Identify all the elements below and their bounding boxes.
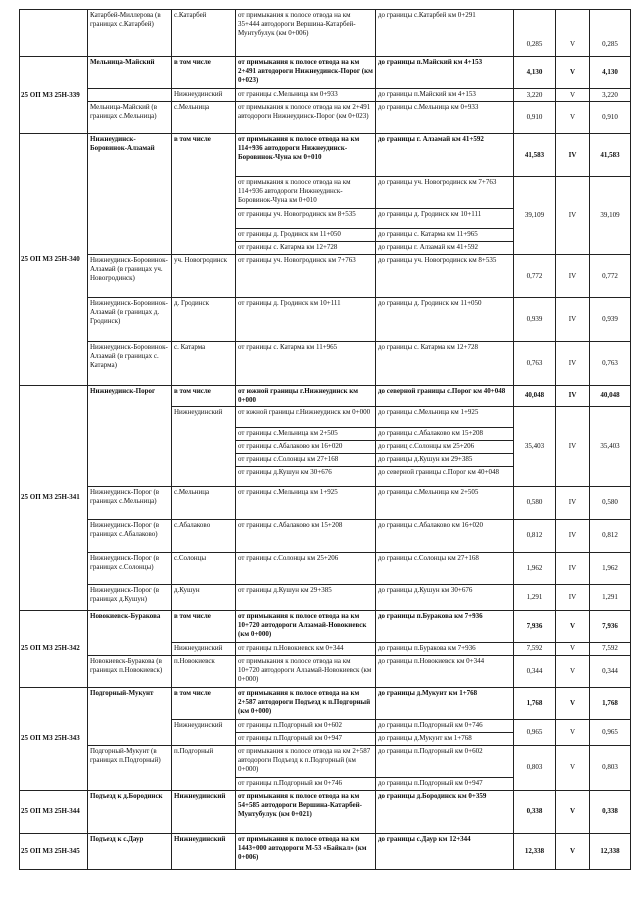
locality-cell: с.Мельница [172, 486, 236, 519]
table-row [20, 552, 631, 584]
end-point-cell: до границы уч. Новогродинск км 8+535 [376, 255, 514, 298]
road-code-cell: 25 ОП МЗ 25Н-343 [20, 687, 88, 790]
category-cell: IV [556, 584, 590, 610]
start-point-cell: от границы с. Катарма км 11+965 [236, 342, 376, 386]
locality-cell: Нижнеудинский [172, 642, 236, 655]
locality-cell: Нижнеудинский [172, 833, 236, 869]
locality-cell: в том числе [172, 687, 236, 719]
end-point-cell: до границы п.Подгорный км 0+746 [376, 719, 514, 732]
start-point-cell: от границы с.Солонцы км 27+168 [236, 453, 376, 466]
start-point-cell: от примыкания к полосе отвода на км 10+720 автодороги Алзамай-Новокиевск (км 0+000) [236, 610, 376, 642]
road-name-cell: Подгорный-Мукунт (в границах п.Подгорный) [88, 745, 172, 790]
category-cell: IV [556, 406, 590, 486]
start-point-cell: от примыкания к полосе отвода на км 114+936 автодороги Нижнеудинск-Боровинок-Чуна км 0+010 [236, 134, 376, 177]
road-name-cell: Нижнеудинск-Порог [88, 386, 172, 487]
category-cell: IV [556, 342, 590, 386]
start-point-cell: от примыкания к полосе отвода на км 2+587 автодороги Подъезд к п.Подгорный (км 0+000) [236, 745, 376, 777]
total-length-cell: 1,291 [590, 584, 631, 610]
start-point-cell: от границы с.Солонцы км 25+206 [236, 552, 376, 584]
category-cell: IV [556, 255, 590, 298]
length-cell: 0,344 [514, 655, 556, 687]
road-code-cell: 25 ОП МЗ 25Н-339 [20, 57, 88, 134]
category-cell: V [556, 655, 590, 687]
total-length-cell: 7,592 [590, 642, 631, 655]
table-row [20, 655, 631, 687]
total-length-cell: 39,109 [590, 177, 631, 255]
locality-cell: д.Кушун [172, 584, 236, 610]
start-point-cell: от примыкания к полосе отвода на км 54+585 автодороги Вершина-Катарбей-Мунтубулук (км 0+021) [236, 790, 376, 833]
table-row [20, 584, 631, 610]
table-row [20, 519, 631, 552]
locality-cell: в том числе [172, 134, 236, 255]
total-length-cell: 0,763 [590, 342, 631, 386]
total-length-cell: 1,768 [590, 687, 631, 719]
road-name-cell [88, 89, 172, 102]
start-point-cell: от примыкания к полосе отвода на км 10+720 автодороги Алзамай-Новокиевск (км 0+000) [236, 655, 376, 687]
start-point-cell: от границы с.Мельница км 1+925 [236, 486, 376, 519]
category-cell: IV [556, 298, 590, 342]
end-point-cell: до границы г. Алзамай км 41+592 [376, 134, 514, 177]
category-cell: V [556, 89, 590, 102]
table-row [20, 790, 631, 833]
end-point-cell: до границы уч. Новогродинск км 7+763 [376, 177, 514, 209]
road-name-cell: Нижнеудинск-Порог (в границах д.Кушун) [88, 584, 172, 610]
table-row [20, 57, 631, 89]
end-point-cell: до северной границы с.Порог км 40+048 [376, 466, 514, 486]
category-cell: V [556, 687, 590, 719]
category-cell: V [556, 642, 590, 655]
locality-cell: с.Катарбей [172, 10, 236, 57]
total-length-cell: 0,812 [590, 519, 631, 552]
length-cell: 41,583 [514, 134, 556, 177]
end-point-cell: до границы с.Мельница км 2+505 [376, 486, 514, 519]
length-cell: 40,048 [514, 386, 556, 407]
table-row [20, 89, 631, 102]
table-row [20, 610, 631, 642]
total-length-cell: 0,285 [590, 10, 631, 57]
length-cell: 1,768 [514, 687, 556, 719]
length-cell: 0,939 [514, 298, 556, 342]
end-point-cell: до границы п.Майский км 4+153 [376, 57, 514, 89]
locality-cell: Нижнеудинский [172, 790, 236, 833]
total-length-cell: 12,338 [590, 833, 631, 869]
category-cell: IV [556, 134, 590, 177]
table-row [20, 134, 631, 177]
start-point-cell: от границы п.Подгорный км 0+602 [236, 719, 376, 732]
total-length-cell: 3,220 [590, 89, 631, 102]
start-point-cell: от границы д.Кушун км 29+385 [236, 584, 376, 610]
road-name-cell: Нижнеудинск-Порог (в границах с.Мельница) [88, 486, 172, 519]
end-point-cell: до границы д.Кушун км 29+385 [376, 453, 514, 466]
start-point-cell: от примыкания к полосе отвода на км 114+936 автодороги Нижнеудинск-Боровинок-Чуна км 0+010 [236, 177, 376, 209]
end-point-cell: до границы п.Новокиевск км 0+344 [376, 655, 514, 687]
start-point-cell: от границы с.Мельница км 2+505 [236, 427, 376, 440]
end-point-cell: до границы д.Бородинск км 0+359 [376, 790, 514, 833]
end-point-cell: до границы с.Даур км 12+344 [376, 833, 514, 869]
road-code-cell [20, 10, 88, 57]
road-code-cell: 25 ОП МЗ 25Н-340 [20, 134, 88, 386]
length-cell: 39,109 [514, 177, 556, 255]
end-point-cell: до границы д.Мукунт км 1+768 [376, 687, 514, 719]
start-point-cell: от границы д. Гродинск км 11+050 [236, 229, 376, 242]
end-point-cell: до границы д. Гродинск км 11+050 [376, 298, 514, 342]
total-length-cell: 7,936 [590, 610, 631, 642]
start-point-cell: от границы уч. Новогродинск км 8+535 [236, 209, 376, 229]
road-name-cell: Новокиевск-Буракова [88, 610, 172, 655]
road-name-cell: Катарбей-Миллерова (в границах с.Катарбей) [88, 10, 172, 57]
total-length-cell: 0,965 [590, 719, 631, 745]
length-cell: 3,220 [514, 89, 556, 102]
end-point-cell: до границы с.Абалаково км 16+020 [376, 519, 514, 552]
locality-cell: в том числе [172, 386, 236, 407]
document-page [19, 9, 630, 870]
total-length-cell: 0,803 [590, 745, 631, 790]
end-point-cell: до северной границы с.Порог км 40+048 [376, 386, 514, 407]
start-point-cell: от примыкания к полосе отвода на км 1443+000 автодороги М-53 «Байкал» (км 0+006) [236, 833, 376, 869]
road-code-cell: 25 ОП МЗ 25Н-342 [20, 610, 88, 687]
start-point-cell: от границы д. Гродинск км 10+111 [236, 298, 376, 342]
total-length-cell: 4,130 [590, 57, 631, 89]
length-cell: 1,291 [514, 584, 556, 610]
start-point-cell: от границы с.Абалаково км 16+020 [236, 440, 376, 453]
end-point-cell: до границы п.Буракова км 7+936 [376, 642, 514, 655]
end-point-cell: до границы с.Катарбей км 0+291 [376, 10, 514, 57]
road-name-cell: Подъезд к с.Даур [88, 833, 172, 869]
locality-cell: с.Мельница [172, 102, 236, 134]
road-name-cell: Нижнеудинск-Боровинок-Алзамай [88, 134, 172, 255]
category-cell: V [556, 10, 590, 57]
length-cell: 35,403 [514, 406, 556, 486]
start-point-cell: от границы д.Кушун км 30+676 [236, 466, 376, 486]
road-name-cell: Подъезд к д.Бородинск [88, 790, 172, 833]
table-row [20, 833, 631, 869]
end-point-cell: до границы с.Мельница км 1+925 [376, 406, 514, 427]
length-cell: 1,962 [514, 552, 556, 584]
end-point-cell: до границы г. Алзамай км 41+592 [376, 242, 514, 255]
start-point-cell: от границы п.Подгорный км 0+947 [236, 732, 376, 745]
length-cell: 0,910 [514, 102, 556, 134]
total-length-cell: 0,910 [590, 102, 631, 134]
table-row [20, 386, 631, 407]
end-point-cell: до границы д. Гродинск км 10+111 [376, 209, 514, 229]
start-point-cell: от примыкания к полосе отвода на км 2+491 автодороги Нижнеудинск-Порог (км 0+023) [236, 57, 376, 89]
end-point-cell: до границы с.Мельница км 0+933 [376, 102, 514, 134]
length-cell: 12,338 [514, 833, 556, 869]
end-point-cell: до границы с.Солонцы км 27+168 [376, 552, 514, 584]
start-point-cell: от границы уч. Новогродинск км 7+763 [236, 255, 376, 298]
category-cell: IV [556, 486, 590, 519]
category-cell: IV [556, 177, 590, 255]
end-point-cell: до границы д.Мукунт км 1+768 [376, 732, 514, 745]
road-name-cell: Мельница-Майский (в границах с.Мельница) [88, 102, 172, 134]
total-length-cell: 0,344 [590, 655, 631, 687]
total-length-cell: 35,403 [590, 406, 631, 486]
road-name-cell: Подгорный-Мукунт [88, 687, 172, 745]
total-length-cell: 1,962 [590, 552, 631, 584]
locality-cell: п.Новокиевск [172, 655, 236, 687]
start-point-cell: от границы п.Новокиевск км 0+344 [236, 642, 376, 655]
end-point-cell: до границы п.Подгорный км 0+947 [376, 777, 514, 790]
table-row [20, 102, 631, 134]
locality-cell: с. Катарма [172, 342, 236, 386]
end-point-cell: до границы с.Абалаково км 15+208 [376, 427, 514, 440]
category-cell: V [556, 57, 590, 89]
total-length-cell: 0,939 [590, 298, 631, 342]
start-point-cell: от границы с.Мельница км 0+933 [236, 89, 376, 102]
length-cell: 0,812 [514, 519, 556, 552]
length-cell: 0,285 [514, 10, 556, 57]
category-cell: V [556, 719, 590, 745]
category-cell: V [556, 610, 590, 642]
start-point-cell: от примыкания к полосе отвода на км 2+587 автодороги Подъезд к п.Подгорный (км 0+000) [236, 687, 376, 719]
roads-table [19, 9, 631, 870]
road-name-cell: Нижнеудинск-Боровинок-Алзамай (в границах с. Катарма) [88, 342, 172, 386]
length-cell: 7,592 [514, 642, 556, 655]
start-point-cell: от границы с.Абалаково км 15+208 [236, 519, 376, 552]
road-name-cell: Нижнеудинск-Порог (в границах с.Абалаково) [88, 519, 172, 552]
locality-cell: Нижнеудинский [172, 719, 236, 745]
start-point-cell: от примыкания к полосе отвода на км 35+444 автодороги Вершина-Катарбей-Мунтубулук (км 0+006) [236, 10, 376, 57]
total-length-cell: 0,772 [590, 255, 631, 298]
locality-cell: в том числе [172, 57, 236, 89]
road-name-cell: Нижнеудинск-Порог (в границах с.Солонцы) [88, 552, 172, 584]
end-point-cell: до границы д.Кушун км 30+676 [376, 584, 514, 610]
length-cell: 0,580 [514, 486, 556, 519]
road-name-cell: Новокиевск-Буракова (в границах п.Новокиевск) [88, 655, 172, 687]
total-length-cell: 41,583 [590, 134, 631, 177]
end-point-cell: до границы с. Катарма км 11+965 [376, 229, 514, 242]
road-name-cell: Мельница-Майский [88, 57, 172, 89]
total-length-cell: 0,338 [590, 790, 631, 833]
category-cell: IV [556, 386, 590, 407]
table-row [20, 687, 631, 719]
road-name-cell: Нижнеудинск-Боровинок-Алзамай (в границах уч. Новогродинск) [88, 255, 172, 298]
length-cell: 0,803 [514, 745, 556, 790]
length-cell: 0,965 [514, 719, 556, 745]
locality-cell: Нижнеудинский [172, 406, 236, 486]
locality-cell: Нижнеудинский [172, 89, 236, 102]
road-name-cell: Нижнеудинск-Боровинок-Алзамай (в границах д. Гродинск) [88, 298, 172, 342]
category-cell: V [556, 102, 590, 134]
length-cell: 0,763 [514, 342, 556, 386]
road-code-cell: 25 ОП МЗ 25Н-345 [20, 833, 88, 869]
category-cell: IV [556, 519, 590, 552]
category-cell: IV [556, 552, 590, 584]
category-cell: V [556, 833, 590, 869]
table-row [20, 486, 631, 519]
table-row [20, 745, 631, 777]
road-code-cell: 25 ОП МЗ 25Н-344 [20, 790, 88, 833]
end-point-cell: до границы п.Майский км 4+153 [376, 89, 514, 102]
length-cell: 7,936 [514, 610, 556, 642]
start-point-cell: от границы с. Катарма км 12+728 [236, 242, 376, 255]
end-point-cell: до границ с.Солонцы км 25+206 [376, 440, 514, 453]
locality-cell: д. Гродинск [172, 298, 236, 342]
start-point-cell: от южной границы г.Нижнеудинск км 0+000 [236, 406, 376, 427]
locality-cell: с.Абалаково [172, 519, 236, 552]
length-cell: 0,772 [514, 255, 556, 298]
length-cell: 0,338 [514, 790, 556, 833]
table-row [20, 10, 631, 57]
locality-cell: уч. Новогродинск [172, 255, 236, 298]
end-point-cell: до границы п.Буракова км 7+936 [376, 610, 514, 642]
table-row [20, 342, 631, 386]
total-length-cell: 0,580 [590, 486, 631, 519]
end-point-cell: до границы п.Подгорный км 0+602 [376, 745, 514, 777]
locality-cell: в том числе [172, 610, 236, 642]
table-row [20, 255, 631, 298]
category-cell: V [556, 790, 590, 833]
total-length-cell: 40,048 [590, 386, 631, 407]
length-cell: 4,130 [514, 57, 556, 89]
start-point-cell: от южной границы г.Нижнеудинск км 0+000 [236, 386, 376, 407]
table-row [20, 298, 631, 342]
category-cell: V [556, 745, 590, 790]
locality-cell: с.Солонцы [172, 552, 236, 584]
locality-cell: п.Подгорный [172, 745, 236, 790]
end-point-cell: до границы с. Катарма км 12+728 [376, 342, 514, 386]
start-point-cell: от примыкания к полосе отвода на км 2+491 автодороги Нижнеудинск-Порог (км 0+023) [236, 102, 376, 134]
start-point-cell: от границы п.Подгорный км 0+746 [236, 777, 376, 790]
road-code-cell: 25 ОП МЗ 25Н-341 [20, 386, 88, 611]
